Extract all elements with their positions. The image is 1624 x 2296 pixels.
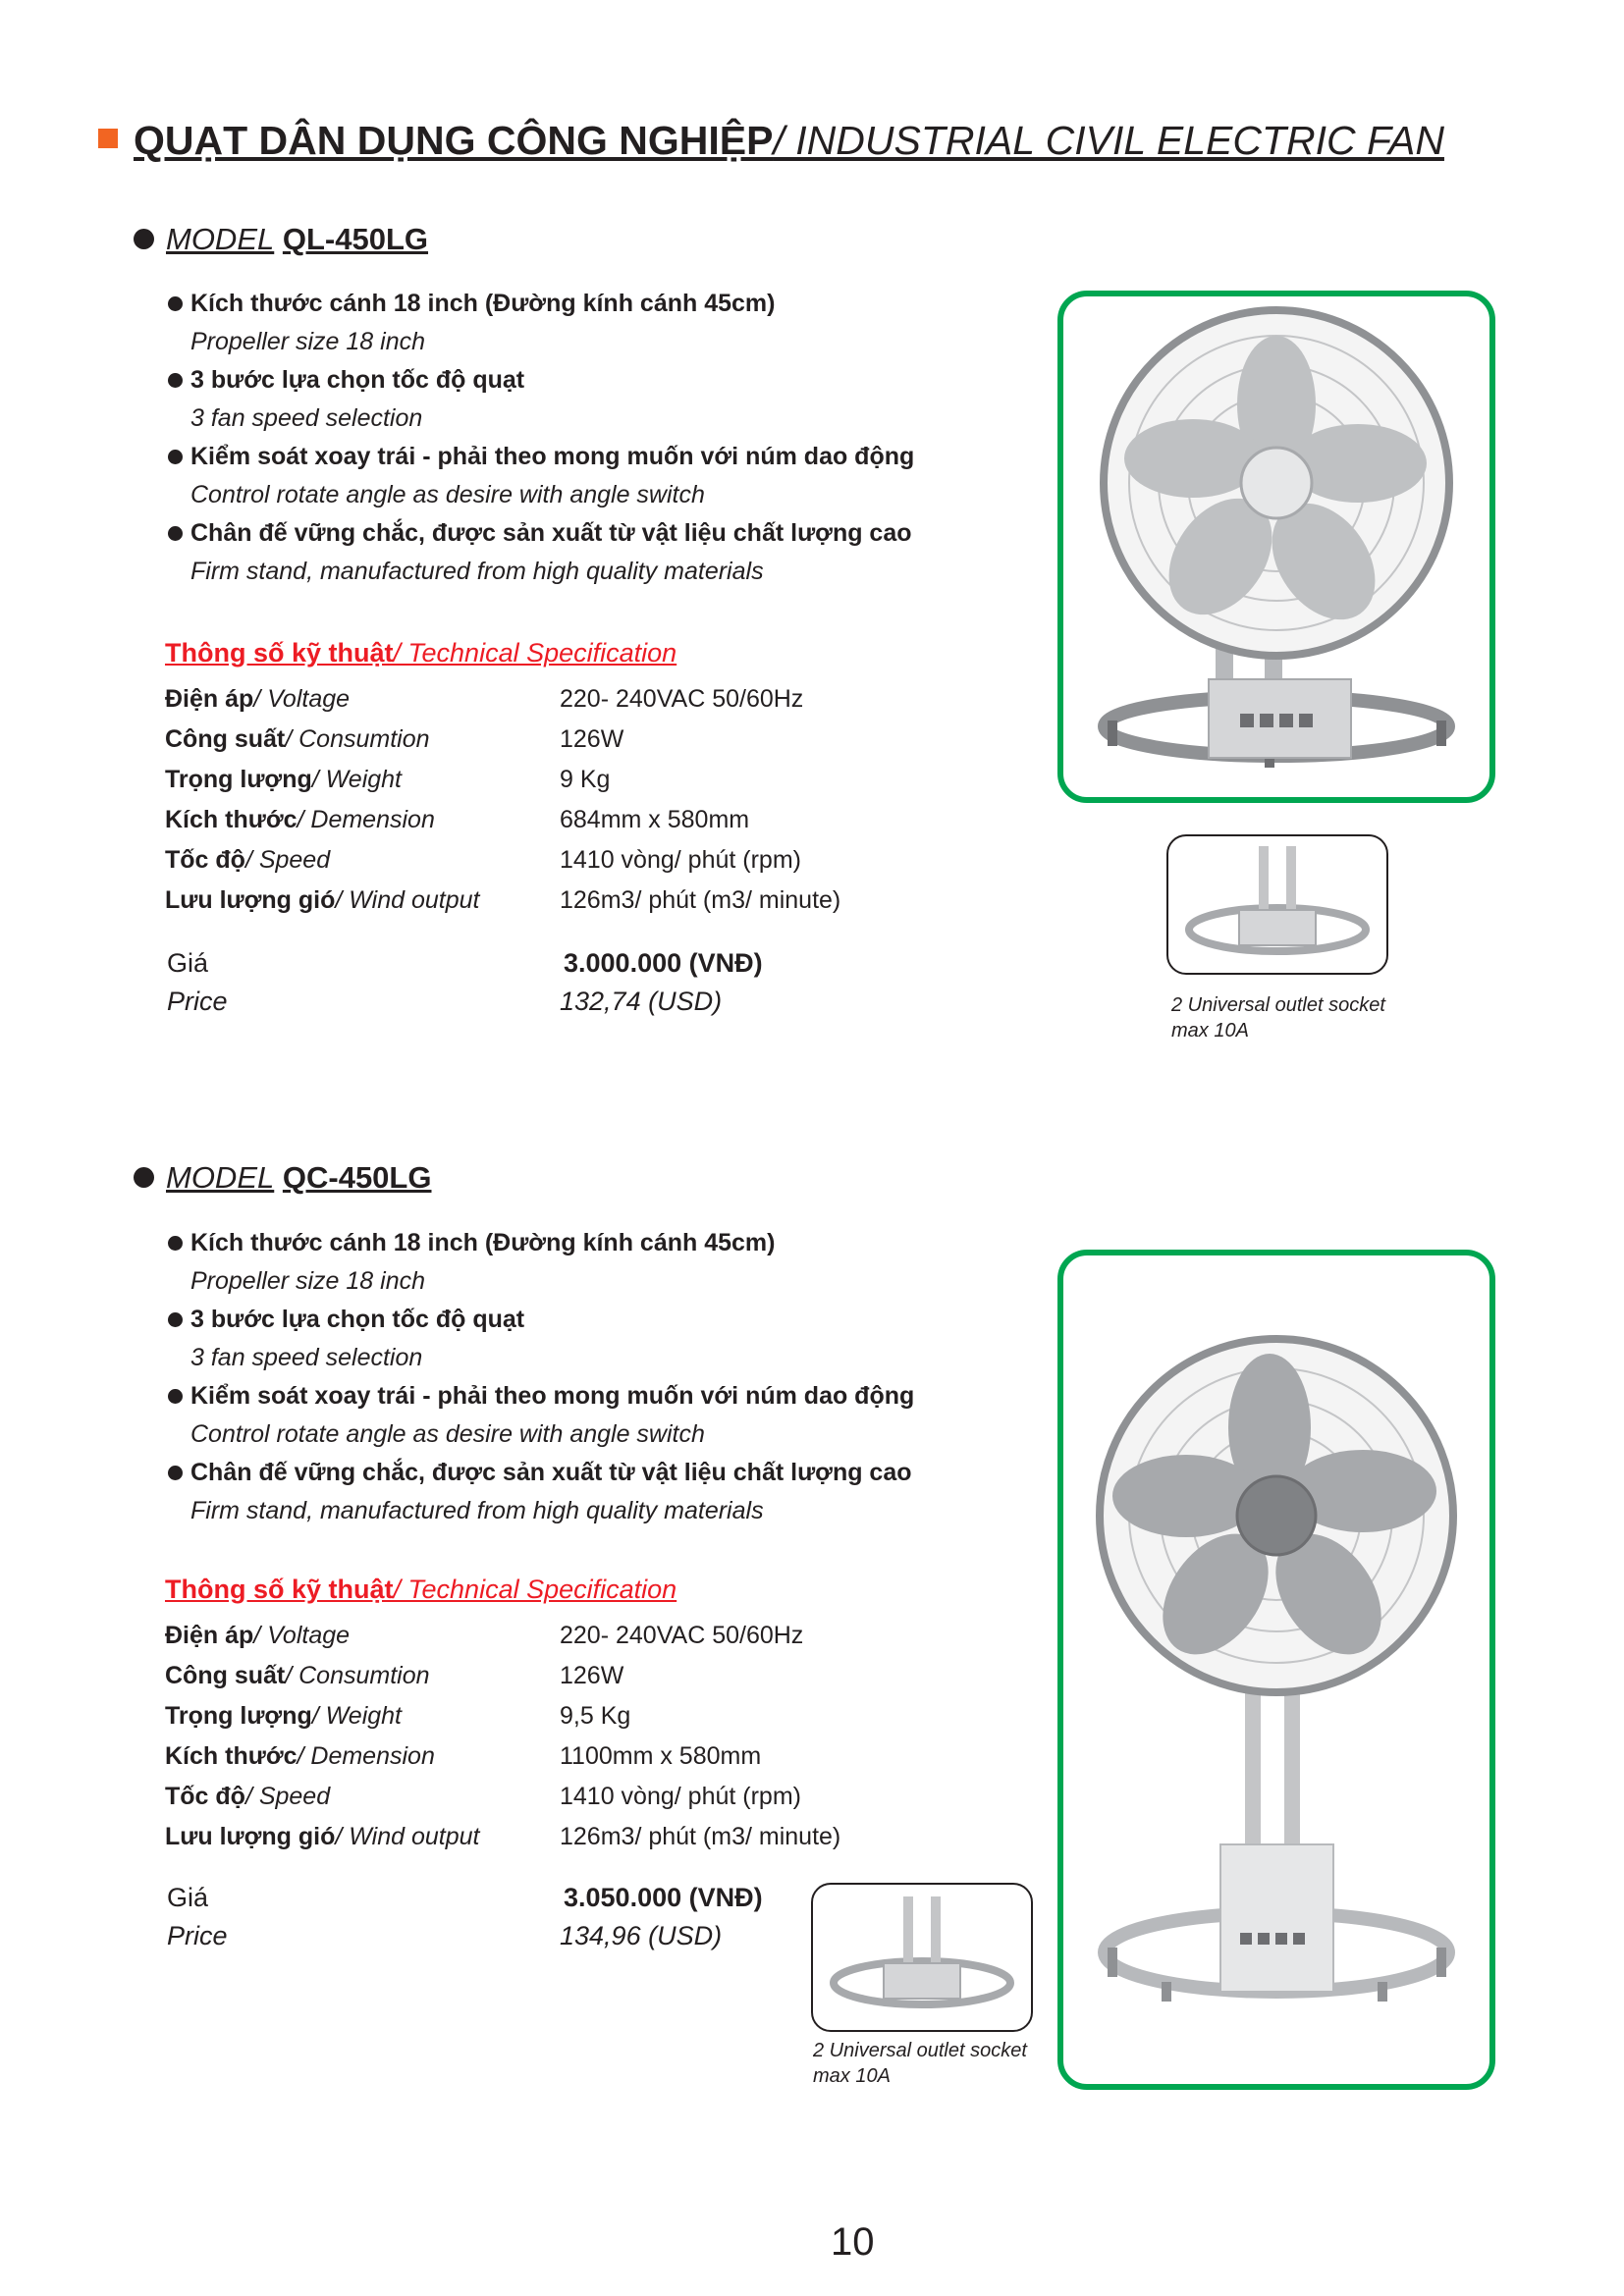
product-image-frame — [1057, 291, 1495, 803]
page-number: 10 — [831, 2220, 875, 2264]
price-usd: 132,74 (USD) — [560, 987, 723, 1016]
desk-fan-image — [1063, 296, 1489, 797]
feature-item: 3 bước lựa chọn tốc độ quạt — [190, 1301, 914, 1339]
spec-row-dimension: Kích thước/ Demension 1100mm x 580mm — [165, 1742, 762, 1770]
feature-translation: Firm stand, manufactured from high quality materials — [190, 558, 764, 585]
spec-table — [165, 679, 911, 921]
outlet-base-image — [1168, 836, 1386, 973]
price-vnd: 3.050.000 (VNĐ) — [564, 1883, 763, 1912]
feature-item: Chân đế vững chắc, được sản xuất từ vật liệu chất lượng cao — [190, 514, 914, 553]
outlet-caption: 2 Universal outlet socket max 10A — [1171, 994, 1385, 1041]
price-label-en: Price — [167, 1921, 228, 1950]
feature-translation: Propeller size 18 inch — [190, 328, 426, 355]
feature-item: Kiểm soát xoay trái - phải theo mong muốn với núm dao động — [190, 1377, 914, 1415]
model-label: MODEL — [166, 222, 275, 256]
feature-translation: Propeller size 18 inch — [190, 1267, 426, 1295]
model-heading — [134, 1160, 431, 1196]
model-code: QL-450LG — [282, 222, 429, 256]
model-label: MODEL — [166, 1160, 275, 1195]
spec-title: Thông số kỹ thuật/ Technical Specification — [165, 638, 677, 667]
price-usd: 134,96 (USD) — [560, 1921, 723, 1950]
feature-item: Kích thước cánh 18 inch (Đường kính cánh 45cm) — [190, 285, 914, 323]
spec-table — [165, 1616, 911, 1857]
feature-list — [190, 1224, 914, 1530]
spec-row-speed: Tốc độ/ Speed 1410 vòng/ phút (rpm) — [165, 1783, 801, 1810]
spec-row-wind-output: Lưu lượng gió/ Wind output 126m3/ phút (m3/ minute) — [165, 1823, 841, 1850]
spec-row-speed: Tốc độ/ Speed 1410 vòng/ phút (rpm) — [165, 846, 801, 874]
model-code: QC-450LG — [282, 1160, 432, 1195]
bullet-icon — [168, 1389, 183, 1404]
bullet-icon — [168, 373, 183, 388]
section-title-vn: QUẠT DÂN DỤNG CÔNG NGHIỆP — [134, 118, 774, 163]
spec-row-consumption: Công suất/ Consumtion 126W — [165, 725, 624, 753]
spec-row-dimension: Kích thước/ Demension 684mm x 580mm — [165, 806, 750, 833]
feature-translation: Control rotate angle as desire with angle switch — [190, 481, 705, 508]
section-title-en: / INDUSTRIAL CIVIL ELECTRIC FAN — [773, 118, 1444, 163]
stand-fan-image — [1063, 1255, 1489, 2084]
price-label-vn: Giá — [167, 948, 209, 978]
bullet-icon — [134, 1167, 154, 1188]
spec-title: Thông số kỹ thuật/ Technical Specification — [165, 1575, 677, 1604]
outlet-caption: 2 Universal outlet socket max 10A — [813, 2040, 1027, 2087]
feature-translation: Control rotate angle as desire with angle switch — [190, 1420, 705, 1448]
orange-square-icon — [98, 129, 118, 148]
spec-row-weight: Trọng lượng/ Weight 9 Kg — [165, 766, 611, 793]
price-vnd: 3.000.000 (VNĐ) — [564, 948, 763, 978]
spec-row-voltage: Điện áp/ Voltage 220- 240VAC 50/60Hz — [165, 685, 804, 713]
bullet-icon — [168, 1312, 183, 1327]
product-image-frame — [1057, 1250, 1495, 2090]
price-label-en: Price — [167, 987, 228, 1016]
outlet-base-image — [813, 1885, 1031, 2030]
spec-row-wind-output: Lưu lượng gió/ Wind output 126m3/ phút (m3/ minute) — [165, 886, 841, 914]
price-label-vn: Giá — [167, 1883, 209, 1912]
section-title — [98, 118, 1444, 164]
bullet-icon — [168, 1466, 183, 1480]
outlet-image-frame — [1166, 834, 1388, 975]
feature-translation: Firm stand, manufactured from high quality materials — [190, 1497, 764, 1524]
feature-item: Chân đế vững chắc, được sản xuất từ vật liệu chất lượng cao — [190, 1454, 914, 1492]
outlet-image-frame — [811, 1883, 1033, 2032]
bullet-icon — [168, 296, 183, 311]
feature-list — [190, 285, 914, 591]
bullet-icon — [168, 1236, 183, 1251]
model-heading — [134, 222, 428, 257]
feature-item: Kích thước cánh 18 inch (Đường kính cánh 45cm) — [190, 1224, 914, 1262]
bullet-icon — [168, 450, 183, 464]
spec-row-weight: Trọng lượng/ Weight 9,5 Kg — [165, 1702, 631, 1730]
feature-item: 3 bước lựa chọn tốc độ quạt — [190, 361, 914, 400]
bullet-icon — [134, 229, 154, 249]
feature-translation: 3 fan speed selection — [190, 1344, 423, 1371]
feature-item: Kiểm soát xoay trái - phải theo mong muốn với núm dao động — [190, 438, 914, 476]
spec-row-consumption: Công suất/ Consumtion 126W — [165, 1662, 624, 1689]
feature-translation: 3 fan speed selection — [190, 404, 423, 432]
spec-row-voltage: Điện áp/ Voltage 220- 240VAC 50/60Hz — [165, 1622, 804, 1649]
bullet-icon — [168, 526, 183, 541]
